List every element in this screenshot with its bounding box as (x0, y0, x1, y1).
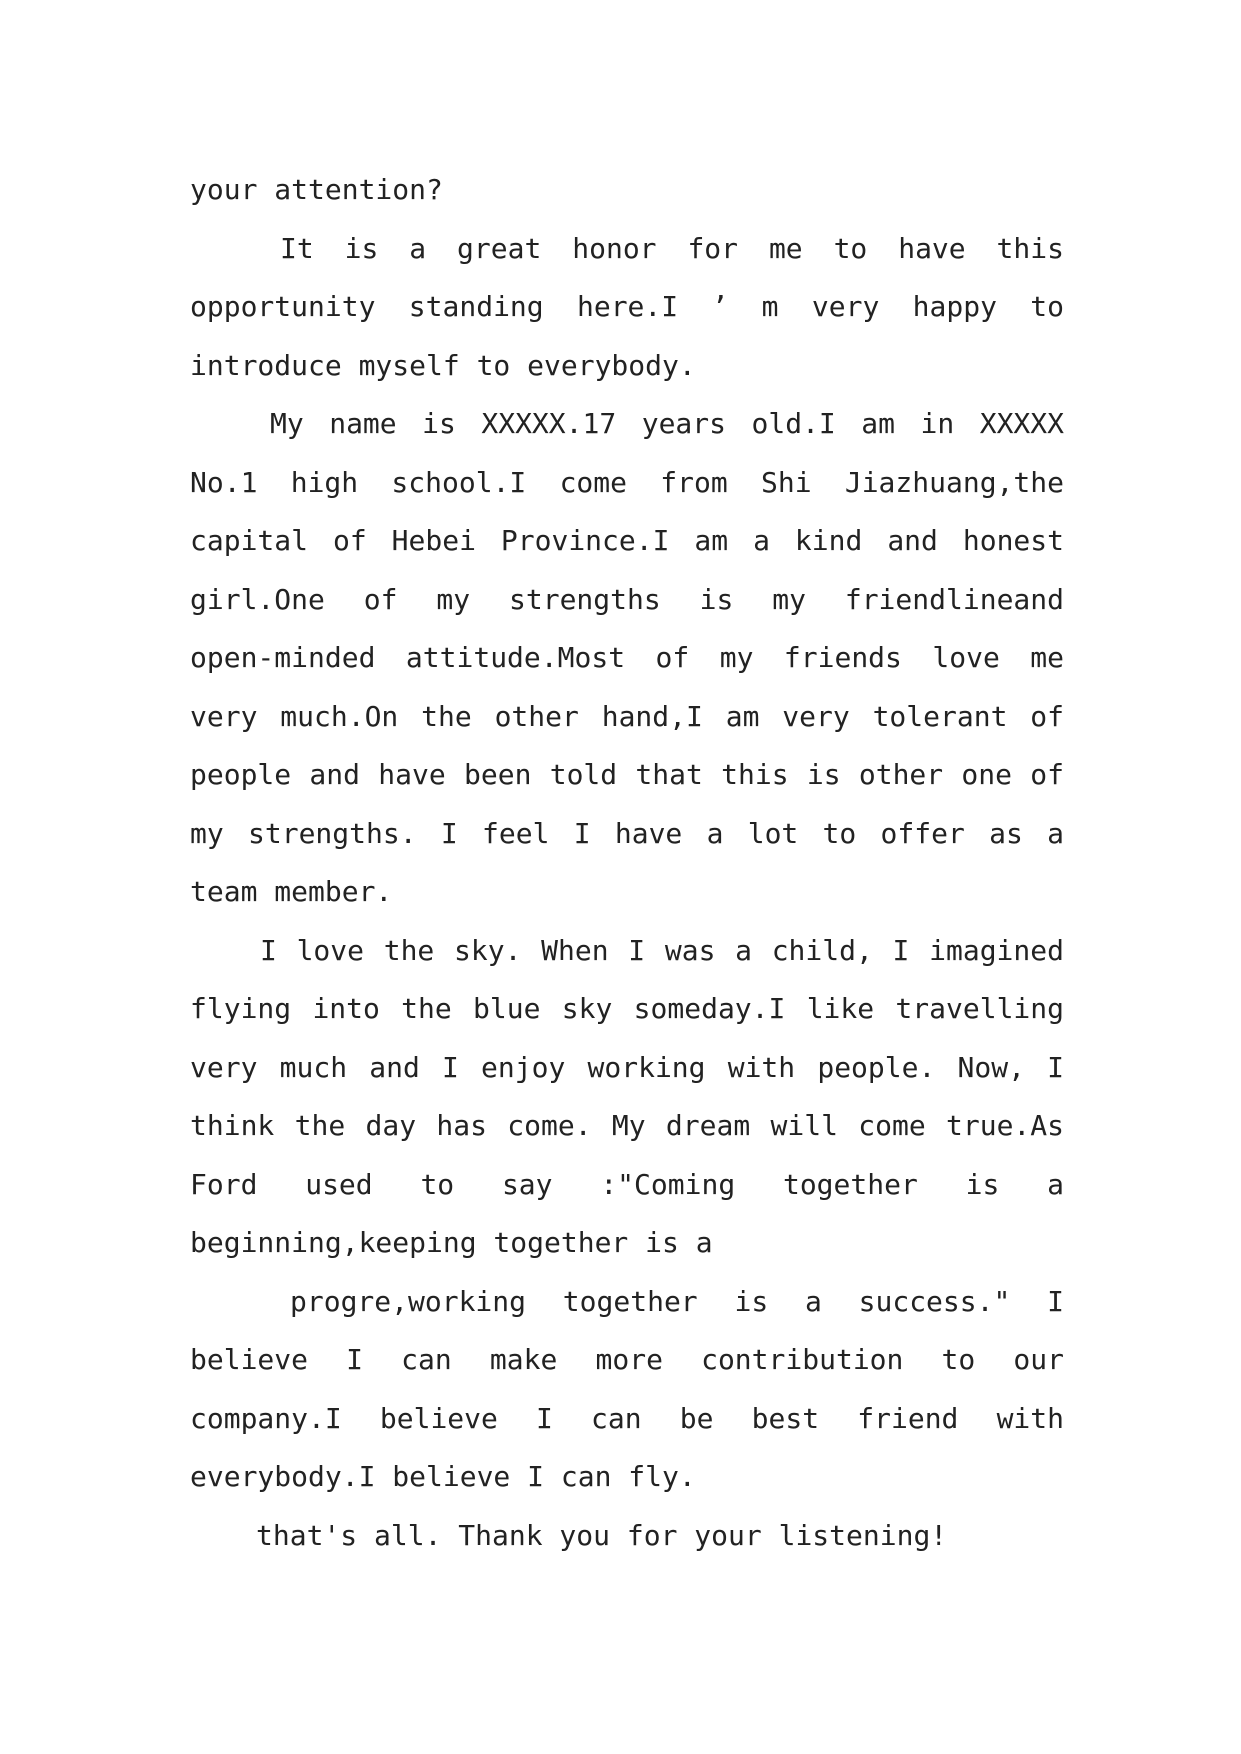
text-line: flying into the blue sky someday.I like travelling (190, 992, 1064, 1025)
text-line: believe I can make more contribution to our (190, 1343, 1064, 1376)
text-line: very much.On the other hand,I am very tolerant of (190, 699, 1064, 733)
text-line: that's all. Thank you for your listening! (256, 1518, 948, 1552)
text-line: think the day has come. My dream will come true.As (190, 1109, 1064, 1142)
text-line: beginning,keeping together is a (190, 1226, 713, 1259)
text-line: I love the sky. When I was a child, I imagined (260, 933, 1064, 967)
text-line: opportunity standing here.I ’ m very happy to (190, 290, 1064, 323)
text-line: No.1 high school.I come from Shi Jiazhuang,the (190, 465, 1064, 499)
text-line: girl.One of my strengths is my friendlineand (190, 582, 1064, 616)
text-line: everybody.I believe I can fly. (190, 1460, 696, 1493)
text-line: progre,working together is a success." I (290, 1284, 1064, 1318)
text-line: open-minded attitude.Most of my friends love me (190, 641, 1064, 674)
text-line: people and have been told that this is other one of (190, 758, 1064, 791)
text-line: It is a great honor for me to have this (280, 231, 1064, 265)
text-line: your attention? (190, 173, 443, 206)
text-line: very much and I enjoy working with people. Now, I (190, 1050, 1064, 1084)
document-body (190, 161, 1064, 1565)
text-line: capital of Hebei Province.I am a kind and honest (190, 524, 1064, 557)
text-line: introduce myself to everybody. (190, 348, 696, 382)
text-line: company.I believe I can be best friend with (190, 1401, 1064, 1435)
text-line: team member. (190, 875, 393, 908)
text-line: My name is XXXXX.17 years old.I am in XXXXX (270, 407, 1064, 440)
text-line: my strengths. I feel I have a lot to offer as a (190, 816, 1064, 850)
text-line: Ford used to say :"Coming together is a (190, 1167, 1064, 1201)
